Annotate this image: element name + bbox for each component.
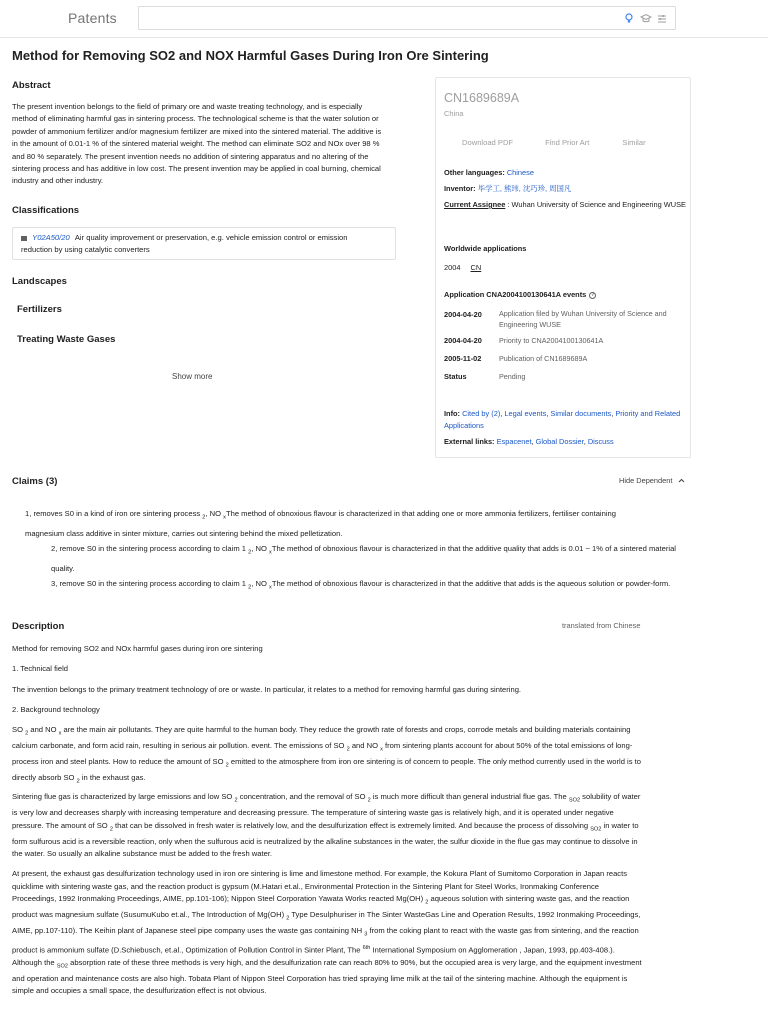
espacenet-link[interactable]: Espacenet — [496, 437, 532, 446]
similar-documents-link[interactable]: Similar documents — [550, 409, 612, 418]
description-heading: Description — [12, 621, 65, 632]
other-languages-label: Other languages: — [444, 168, 505, 177]
translated-note: translated from Chinese — [562, 621, 641, 630]
classification-description-cont: reduction by using catalytic converters — [21, 245, 150, 255]
claims-heading: Claims (3) — [12, 476, 58, 487]
event-date: 2004-04-20 — [444, 336, 482, 345]
event-text: Priority to CNA2004100130641A — [499, 336, 604, 345]
event-text: Publication of CN1689689A — [499, 354, 588, 363]
abstract-text: The present invention belongs to the field of primary ore and waste treating technology, and is especially method of eliminating harmful gas in sintering process. The technological scheme is that the water solution or powder of ammonium fertilizer and/or magnesium fertilizer are mixed into the sintered material. The additive is in the amount of 0.01-1 % of the sintered material weight. The method can eliminate SO2 and NOx over 98 % and 80 % separately. The present invention needs no addition of sintering apparatus and no altering of the sintering process and has additive in low cost. The present invention may be applied in coal burning, chemical industry and other industry. — [12, 102, 382, 186]
search-tools — [625, 11, 667, 23]
lightbulb-icon[interactable] — [625, 11, 635, 23]
description-paragraph: SO $_2$ and NO $_x$ are the main air pollutants. They are quite harmful to the human body. They reduce the growth rate of forests and crops, corrode metals and building materials containing calcium carbonate, and form acid rain, resulting in serious air pollution. event. The emissions of SO $_2$ and NO $_x$ from sintering plants account for about 50% of the total emissions of long-process iron and steel plants. How to reduce the amount of SO $_2$ emitted to the atmosphere from iron ore sintering is of concern to people. The only method currently used in the world is to directly absorb SO $_2$ in the exhaust gas. — [12, 725, 641, 785]
worldwide-country-link[interactable]: CN — [470, 263, 482, 272]
hide-dependent-label: Hide Dependent — [619, 476, 673, 485]
similar-button[interactable]: Similar — [622, 138, 646, 147]
external-links-row: External links: Espacenet, Global Dossier, Discuss — [444, 437, 614, 446]
help-icon[interactable]: ? — [591, 291, 595, 298]
cited-by-link[interactable]: Cited by (2) — [462, 409, 501, 418]
global-dossier-link[interactable]: Global Dossier — [535, 437, 584, 446]
page-title: Method for Removing SO2 and NOX Harmful Gases During Iron Ore Sintering — [12, 48, 489, 63]
worldwide-year: 2004 — [444, 263, 461, 272]
claim-1: 1, removes S0 in a kind of iron ore sintering process $_2$, NO $_x$The method of obnoxious flavour is characterized in that adding one or more ammonia fertilizers, fertiliser containing magnesium class additive in sinter mixture, carries out sintering behind the mixed pelletization. — [25, 509, 616, 538]
classification-description: Air quality improvement or preservation, e.g. vehicle emission control or emission — [74, 233, 348, 242]
info-label: Info: — [444, 409, 461, 418]
assignee-value: : Wuhan University of Science and Engineering WUSE — [507, 200, 686, 209]
show-more-button[interactable]: Show more — [172, 372, 213, 381]
landscape-item-treating-waste-gases[interactable]: Treating Waste Gases — [17, 334, 116, 345]
hide-dependent-button[interactable] — [619, 476, 685, 485]
classification-toggle-icon[interactable] — [21, 236, 27, 241]
event-date: 2005-11-02 — [444, 354, 482, 363]
assignee-row — [444, 199, 688, 211]
legal-events-link[interactable]: Legal events — [504, 409, 547, 418]
landscapes-heading: Landscapes — [12, 276, 67, 287]
claim-2: 2, remove S0 in the sintering process according to claim 1 $_2$, NO $_x$The method of obnoxious flavour is characterized in that the additive quality that adds is 0.01 ~ 1% of a sintered material quality. — [51, 544, 676, 573]
status-label: Status — [444, 372, 467, 381]
assignee-label[interactable]: Current Assignee — [444, 200, 506, 209]
find-prior-art-button[interactable]: Find Prior Art — [545, 138, 590, 147]
search-input[interactable] — [138, 6, 676, 30]
classifications-heading: Classifications — [12, 205, 80, 216]
classification-code-link[interactable]: Y02A50/20 — [32, 233, 70, 242]
chevron-up-icon — [678, 476, 685, 485]
inventor-row — [444, 183, 688, 195]
abstract-heading: Abstract — [12, 80, 51, 91]
download-pdf-button[interactable]: Download PDF — [462, 138, 514, 147]
worldwide-heading: Worldwide applications — [444, 244, 527, 253]
events-heading-text: Application CNA2004100130641A events — [444, 290, 587, 299]
education-icon[interactable] — [640, 11, 652, 23]
description-paragraph: The invention belongs to the primary treatment technology of ore or waste. In particular, it relates to a method for removing harmful gas during sintering. — [12, 685, 522, 694]
inventor-links[interactable]: 毕学工, 熊玮, 沈巧珍, 周国凡 — [477, 184, 572, 193]
top-bar — [0, 0, 768, 38]
tune-icon[interactable] — [657, 11, 667, 23]
status-value: Pending — [499, 372, 526, 381]
worldwide-row — [444, 262, 688, 274]
priority-link[interactable]: Priority and Related Applications — [444, 409, 681, 430]
classification-item — [12, 227, 396, 260]
event-text: Application filed by Wuhan University of Science and Engineering WUSE — [499, 309, 667, 329]
claim-3: 3, remove S0 in the sintering process according to claim 1 $_2$, NO $_x$The method of obnoxious flavour is characterized in that the additive that adds is the aqueous solution or powder-form. — [51, 579, 671, 591]
description-title: Method for removing SO2 and NOx harmful gases during iron ore sintering — [12, 644, 263, 653]
inventor-label: Inventor: — [444, 184, 476, 193]
description-paragraph: Sintering flue gas is characterized by large emissions and low SO $_2$ concentration, and the removal of SO $_2$ is much more difficult than general industrial flue gas. The $_{SO2}$ solubility of water is very low and decreases sharply with increasing temperature and decreasing pressure. The temperature of sintering waste gas is relatively high, and it is operated under negative pressure. The amount of SO $_2$ that can be dissolved in fresh water is relatively low, and the desulfurization effect is extremely limited. And because the process of dissolving $_{SO2}$ in water to form sulfurous acid is a reversible reaction, only when the sulfurous acid is neutralized by the alkaline substances in the water, the sulfur dioxide in the flue gas may continue to dissolve in the water. So usually an alkaline substance must be added to the fresh water. — [12, 792, 641, 859]
events-heading — [444, 290, 596, 299]
discuss-link[interactable]: Discuss — [587, 437, 614, 446]
card-actions — [462, 138, 646, 147]
landscape-item-fertilizers[interactable]: Fertilizers — [17, 304, 62, 315]
description-paragraph: At present, the exhaust gas desulfurization technology used in iron ore sintering is lime and limestone method. For example, the Kokura Plant of Sumitomo Corporation in Japan reacts quicklime with sintering waste gas, and the reaction product is gypsum (M.Hatari et.al., Environmental Protection in the Sintering Plant for Steel Works, Ironmaking Conference Proceedings, 1992 Ironmaking Proceedings, AIME, pp.101-106); Nippon Steel Corporation Yawata Works reacted Mg(OH) $_2$ aqueous solution with sintering waste gas, and the reaction product was magnesium sulfate (SusumuKubo et.al., The Introduction of Mg(OH) $_2$ Type Desulphuriser in The Sinter WasteGas Line and Operation Results, 1992 Ironmaking Proceedings, AIME, pp.107-110). The Keihin plant of Japanese steel pipe company uses the waste gas containing NH $_3$ from the coking plant to react with the waste gas from sintering, and the reaction product is ammonium sulfate (D.Schiebusch, et.al., Optimization of Pollution Control in Sinter Plant, The $^{6th}$ International Symposium on Agglomeration , Japan, 1993, pp.403-408.). Although the $_{SO2}$ absorption rate of these three methods is very high, and the desulfurization rate can reach 80% to 90%, but the occupied area is very large, and the equipment investment and operation and maintenance costs are also high. Tobata Plant of Nippon Steel Corporation has tried spraying lime milk at the tail of the sintering machine. Although the equipment is simple and occupies a small space, the desulfurization effect is not obvious. — [12, 869, 642, 996]
event-date: 2004-04-20 — [444, 310, 482, 319]
other-languages-row — [444, 167, 688, 179]
section-heading-background: 2. Background technology — [12, 705, 100, 714]
publication-number: CN1689689A — [444, 91, 520, 105]
info-row: Info: Cited by (2), Legal events, Similar documents, Priority and Related Applications — [444, 409, 681, 430]
external-links-label: External links: — [444, 437, 495, 446]
publication-country: China — [444, 109, 464, 118]
patent-info-card — [435, 77, 691, 458]
other-languages-link[interactable]: Chinese — [506, 168, 534, 177]
brand-logo[interactable]: Patents — [68, 10, 117, 26]
section-heading-technical-field: 1. Technical field — [12, 664, 69, 673]
